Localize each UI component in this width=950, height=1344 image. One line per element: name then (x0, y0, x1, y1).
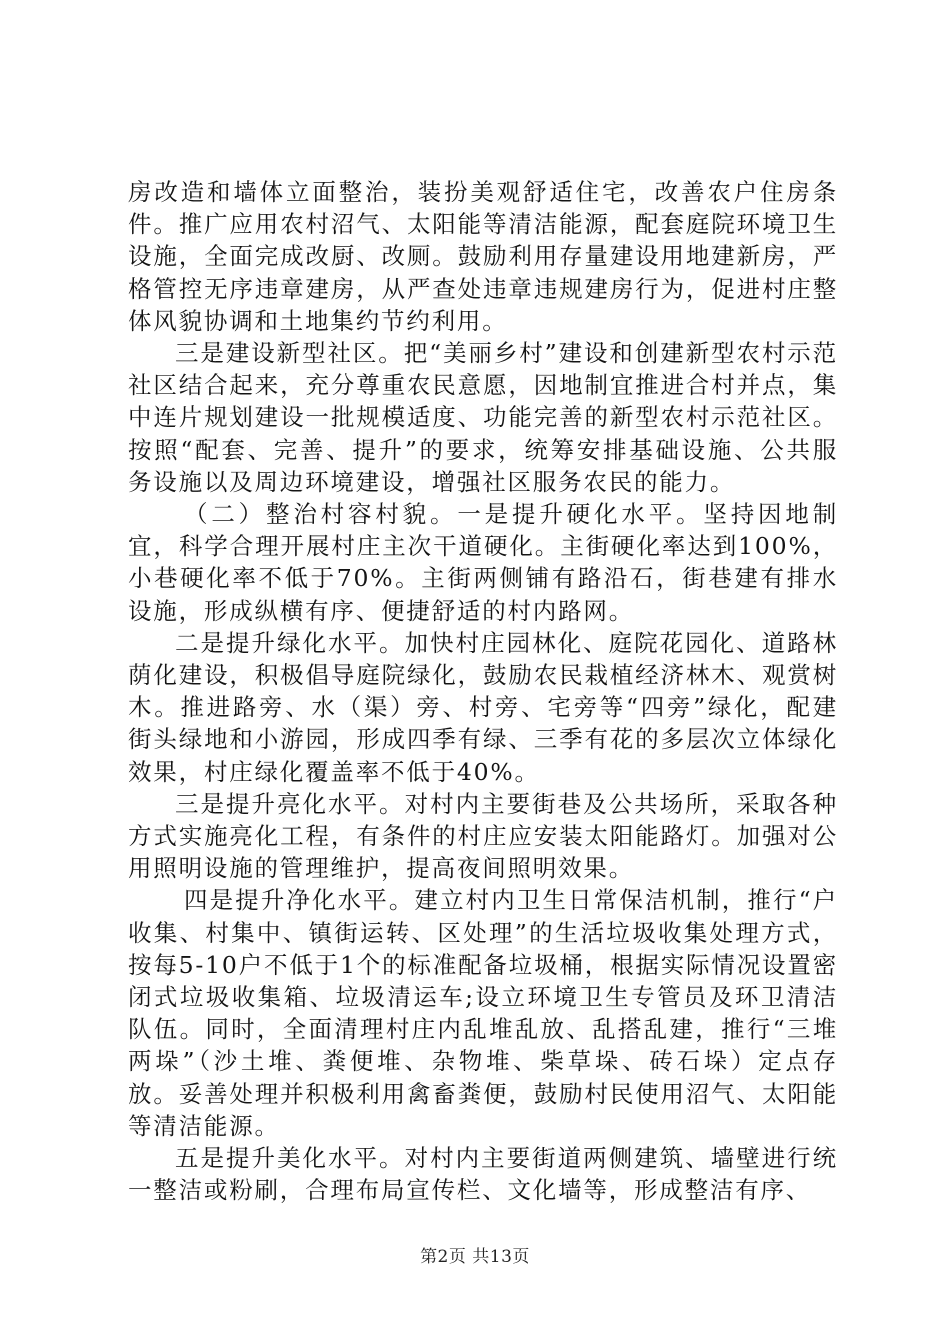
paragraph-cleaning: 四是提升净化水平。建立村内卫生日常保洁机制，推行“户收集、村集中、镇街运转、区处理”的生活垃圾收集处理方式，按每5-10户不低于1个的标准配备垃圾桶，根据实际情况设置密闭式垃圾收集箱、垃圾清运车;设立环境卫生专管员及环卫清洁队伍。同时，全面清理村庄内乱堆乱放、乱搭乱建，推行“三堆两垛”（沙土堆、粪便堆、杂物堆、柴草垛、砖石垛）定点存放。妥善处理并积极利用禽畜粪便，鼓励村民使用沼气、太阳能等清洁能源。 (128, 886, 838, 1140)
paragraph-greening: 二是提升绿化水平。加快村庄园林化、庭院花园化、道路林荫化建设，积极倡导庭院绿化，鼓励农民栽植经济林木、观赏树木。推进路旁、水（渠）旁、村旁、宅旁等“四旁”绿化，配建街头绿地和小游园，形成四季有绿、三季有花的多层次立体绿化效果，村庄绿化覆盖率不低于40%。 (128, 628, 838, 786)
paragraph-housing-renovation: 房改造和墙体立面整治，装扮美观舒适住宅，改善农户住房条件。推广应用农村沼气、太阳能等清洁能源，配套庭院环境卫生设施，全面完成改厨、改厕。鼓励利用存量建设用地建新房，严格管控无序违章建房，从严查处违章违规建房行为，促进村庄整体风貌协调和土地集约节约利用。 (128, 178, 838, 335)
paragraph-beautification: 五是提升美化水平。对村内主要街道两侧建筑、墙壁进行统一整洁或粉刷，合理布局宣传栏、文化墙等，形成整洁有序、 (128, 1144, 838, 1205)
paragraph-village-appearance: （二）整治村容村貌。一是提升硬化水平。坚持因地制宜，科学合理开展村庄主次干道硬化。主街硬化率达到100%，小巷硬化率不低于70%。主街两侧铺有路沿石，街巷建有排水设施，形成纵横有序、便捷舒适的村内路网。 (128, 500, 838, 625)
document-body (128, 176, 838, 1207)
paragraph-lighting: 三是提升亮化水平。对村内主要街巷及公共场所，采取各种方式实施亮化工程，有条件的村庄应安装太阳能路灯。加强对公用照明设施的管理维护，提高夜间照明效果。 (128, 789, 838, 883)
paragraph-new-community: 三是建设新型社区。把“美丽乡村”建设和创建新型农村示范社区结合起来，充分尊重农民意愿，因地制宜推进合村并点，集中连片规划建设一批规模适度、功能完善的新型农村示范社区。按照“配套、完善、提升”的要求，统筹安排基础设施、公共服务设施以及周边环境建设，增强社区服务农民的能力。 (128, 339, 838, 496)
page-number-footer: 第2页 共13页 (420, 1247, 530, 1267)
